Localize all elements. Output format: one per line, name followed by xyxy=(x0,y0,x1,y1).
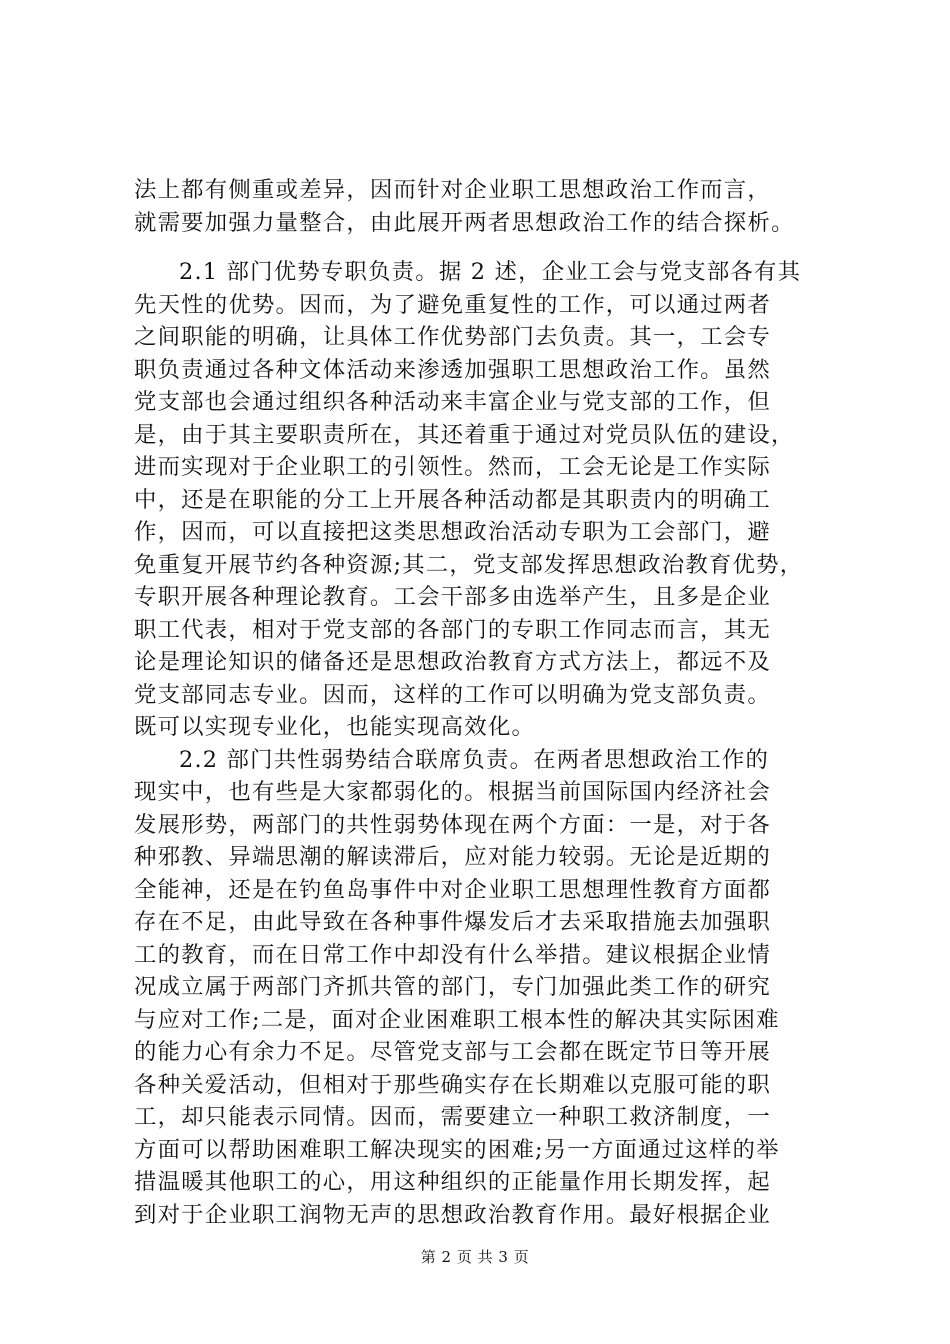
text-line: 就需要加强力量整合，由此展开两者思想政治工作的结合探析。 xyxy=(134,209,795,236)
text-line: 免重复开展节约各种资源;其二，党支部发挥思想政治教育优势， xyxy=(134,551,804,578)
text-line: 现实中，也有些是大家都弱化的。根据当前国际国内经济社会 xyxy=(134,779,771,805)
body-text xyxy=(134,256,834,1231)
intro-paragraph xyxy=(134,174,834,239)
text-line: 职工代表，相对于党支部的各部门的专职工作同志而言，其无 xyxy=(134,616,771,643)
text-line: 方面可以帮助困难职工解决现实的困难;另一方面通过这样的举 xyxy=(134,1136,780,1163)
text-line: 专职开展各种理论教育。工会干部多由选举产生，且多是企业 xyxy=(134,584,771,610)
text-line: 况成立属于两部门齐抓共管的部门，专门加强此类工作的研究 xyxy=(134,974,771,1000)
text-line: 论是理论知识的储备还是思想政治教育方式方法上，都远不及 xyxy=(134,649,771,675)
section-2-1-paragraph xyxy=(134,256,834,744)
text-line: 种邪教、异端思潮的解读滞后，应对能力较弱。无论是近期的 xyxy=(134,844,771,870)
text-line: 先天性的优势。因而，为了避免重复性的工作，可以通过两者 xyxy=(134,291,771,318)
text-line: 各种关爱活动，但相对于那些确实存在长期难以克服可能的职 xyxy=(134,1071,771,1098)
text-line: 中，还是在职能的分工上开展各种活动都是其职责内的明确工 xyxy=(134,486,771,513)
text-line: 工的教育，而在日常工作中却没有什么举措。建议根据企业情 xyxy=(134,941,771,968)
text-line: 存在不足，由此导致在各种事件爆发后才去采取措施去加强职 xyxy=(134,909,771,935)
text-line: 措温暖其他职工的心，用这种组织的正能量作用长期发挥，起 xyxy=(134,1169,771,1195)
text-line: 党支部也会通过组织各种活动来丰富企业与党支部的工作，但 xyxy=(134,389,771,415)
text-line: 的能力心有余力不足。尽管党支部与工会都在既定节日等开展 xyxy=(134,1039,771,1065)
text-line: 工，却只能表示同情。因而，需要建立一种职工救济制度，一 xyxy=(134,1104,771,1130)
text-line: 职负责通过各种文体活动来渗透加强职工思想政治工作。虽然 xyxy=(134,356,771,383)
text-line: 作，因而，可以直接把这类思想政治活动专职为工会部门，避 xyxy=(134,519,771,545)
text-line: 2.2 部门共性弱势结合联席负责。在两者思想政治工作的 xyxy=(179,746,770,773)
text-line: 发展形势，两部门的共性弱势体现在两个方面：一是，对于各 xyxy=(134,811,771,838)
text-line: 与应对工作;二是，面对企业困难职工根本性的解决其实际困难 xyxy=(134,1006,780,1033)
text-line: 到对于企业职工润物无声的思想政治教育作用。最好根据企业 xyxy=(134,1201,771,1228)
text-line: 党支部同志专业。因而，这样的工作可以明确为党支部负责。 xyxy=(134,681,771,708)
text-line: 全能神，还是在钓鱼岛事件中对企业职工思想理性教育方面都 xyxy=(134,876,771,903)
text-line: 2.1 部门优势专职负责。据 2 述，企业工会与党支部各有其 xyxy=(179,259,802,285)
page-number-footer: 第 2 页 共 3 页 xyxy=(420,1248,530,1266)
text-line: 是，由于其主要职责所在，其还着重于通过对党员队伍的建设， xyxy=(134,421,795,448)
text-line: 既可以实现专业化，也能实现高效化。 xyxy=(134,714,536,740)
text-line: 之间职能的明确，让具体工作优势部门去负责。其一，工会专 xyxy=(134,324,771,350)
section-2-2-paragraph xyxy=(134,744,834,1232)
text-line: 进而实现对于企业职工的引领性。然而，工会无论是工作实际 xyxy=(134,454,771,480)
text-line: 法上都有侧重或差异，因而针对企业职工思想政治工作而言， xyxy=(134,177,771,203)
